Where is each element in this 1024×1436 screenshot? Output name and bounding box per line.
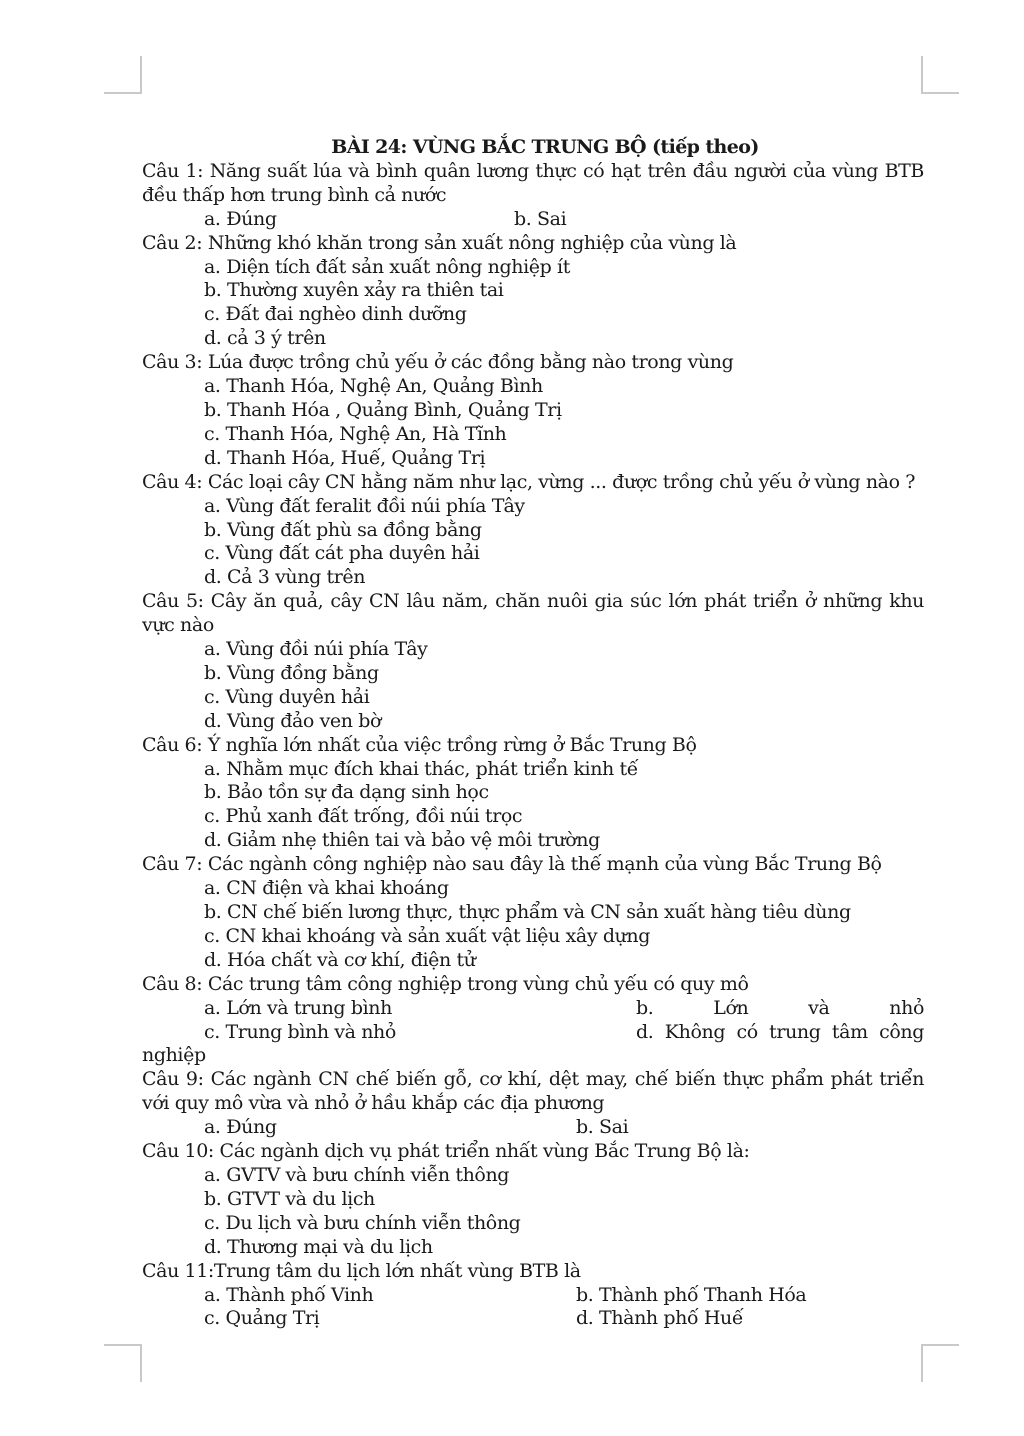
answer-c: c. Thanh Hóa, Nghệ An, Hà Tĩnh (204, 422, 507, 445)
question-9: Câu 9: Các ngành CN chế biến gỗ, cơ khí, dệt may, chế biến thực phẩm phát triển với quy mô vừa và nhỏ ở hầu khắp các địa phương (142, 1068, 924, 1115)
answer-b: b. Sai (514, 207, 567, 230)
answer-d: d. cả 3 ý trên (204, 327, 326, 350)
answer-c: c. CN khai khoáng và sản xuất vật liệu xây dựng (204, 924, 651, 947)
answer-row (204, 208, 924, 232)
answer-a: a. Thành phố Vinh (204, 1283, 374, 1306)
page-corner-mark (921, 1344, 959, 1382)
answer-a: a. Diện tích đất sản xuất nông nghiệp ít (204, 255, 570, 278)
answer-d: d. Thành phố Huế (576, 1307, 744, 1330)
worksheet-page (142, 136, 924, 1331)
answer-c: c. Du lịch và bưu chính viễn thông (204, 1211, 521, 1234)
answer-d: d. Hóa chất và cơ khí, điện tử (204, 948, 476, 971)
answer-a: a. Đúng (204, 1116, 277, 1139)
question-11: Câu 11:Trung tâm du lịch lớn nhất vùng BTB là (142, 1259, 581, 1282)
answer-c: c. Vùng đất cát pha duyên hải (204, 542, 480, 565)
answer-row (204, 997, 924, 1021)
question-7: Câu 7: Các ngành công nghiệp nào sau đây là thế mạnh của vùng Bắc Trung Bộ (142, 853, 882, 876)
answer-c: c. Phủ xanh đất trống, đồi núi trọc (204, 805, 523, 828)
answer-c: c. Vùng duyên hải (204, 685, 370, 708)
answer-d: d. Thanh Hóa, Huế, Quảng Trị (204, 446, 486, 469)
answer-a: a. Thanh Hóa, Nghệ An, Quảng Bình (204, 375, 543, 398)
question-10: Câu 10: Các ngành dịch vụ phát triển nhất vùng Bắc Trung Bộ là: (142, 1140, 750, 1163)
answer-c: c. Quảng Trị (204, 1307, 320, 1330)
answer-d-continued: nghiệp (142, 1044, 206, 1067)
answer-a: a. CN điện và khai khoáng (204, 877, 449, 900)
page-corner-mark (104, 1344, 142, 1382)
answer-a: a. GVTV và bưu chính viễn thông (204, 1163, 510, 1186)
answer-b: b. Thanh Hóa , Quảng Bình, Quảng Trị (204, 398, 562, 421)
question-4: Câu 4: Các loại cây CN hằng năm như lạc, vừng ... được trồng chủ yếu ở vùng nào ? (142, 470, 916, 493)
question-6: Câu 6: Ý nghĩa lớn nhất của việc trồng rừng ở Bắc Trung Bộ (142, 733, 697, 756)
answer-a: a. Nhằm mục đích khai thác, phát triển kinh tế (204, 757, 639, 780)
answer-row (204, 1284, 924, 1308)
answer-b: b. Bảo tồn sự đa dạng sinh học (204, 781, 489, 804)
question-2: Câu 2: Những khó khăn trong sản xuất nông nghiệp của vùng là (142, 231, 737, 254)
answer-row (204, 1307, 924, 1331)
answer-b: b. Vùng đồng bằng (204, 661, 379, 684)
answer-a: a. Đúng (204, 207, 277, 230)
answer-a: a. Vùng đồi núi phía Tây (204, 638, 428, 661)
answer-b: b. Thành phố Thanh Hóa (576, 1283, 807, 1306)
page-corner-mark (921, 56, 959, 94)
answer-b: b. Lớn và nhỏ (636, 996, 924, 1019)
answer-b: b. Thường xuyên xảy ra thiên tai (204, 279, 504, 302)
answer-d: d. Không có trung tâm công (636, 1020, 924, 1043)
answer-c: c. Trung bình và nhỏ (204, 1020, 396, 1043)
question-8: Câu 8: Các trung tâm công nghiệp trong vùng chủ yếu có quy mô (142, 972, 749, 995)
answer-b: b. Vùng đất phù sa đồng bằng (204, 518, 482, 541)
question-5: Câu 5: Cây ăn quả, cây CN lâu năm, chăn nuôi gia súc lớn phát triển ở những khu vực nào (142, 590, 924, 637)
answer-b: b. CN chế biến lương thực, thực phẩm và CN sản xuất hàng tiêu dùng (204, 901, 851, 923)
question-1: Câu 1: Năng suất lúa và bình quân lương thực có hạt trên đầu người của vùng BTB đều thấp hơn trung bình cả nước (142, 159, 924, 206)
answer-row (204, 1116, 924, 1140)
answer-c: c. Đất đai nghèo dinh dưỡng (204, 303, 467, 326)
answer-d: d. Thương mại và du lịch (204, 1235, 433, 1258)
question-3: Câu 3: Lúa được trồng chủ yếu ở các đồng bằng nào trong vùng (142, 351, 734, 374)
answer-b: b. GTVT và du lịch (204, 1187, 375, 1210)
answer-d: d. Vùng đảo ven bờ (204, 709, 382, 732)
page-title: BÀI 24: VÙNG BẮC TRUNG BỘ (tiếp theo) (331, 136, 759, 158)
answer-d: d. Giảm nhẹ thiên tai và bảo vệ môi trường (204, 829, 600, 852)
answer-a: a. Lớn và trung bình (204, 996, 392, 1019)
page-corner-mark (104, 56, 142, 94)
answer-row (204, 1021, 924, 1045)
answer-b: b. Sai (576, 1116, 629, 1139)
answer-a: a. Vùng đất feralit đồi núi phía Tây (204, 494, 525, 517)
answer-d: d. Cả 3 vùng trên (204, 566, 366, 589)
